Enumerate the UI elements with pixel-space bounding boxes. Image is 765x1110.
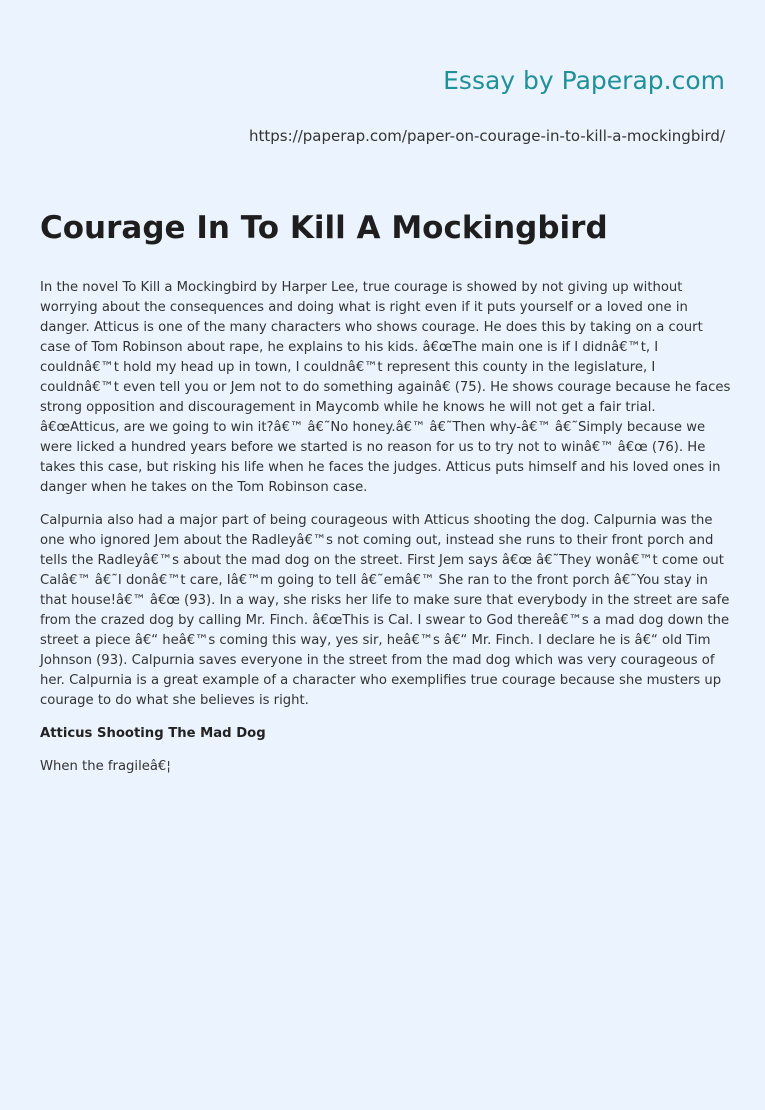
- paragraph-2: Calpurnia also had a major part of being courageous with Atticus shooting the dog. Calpurnia was the one who ignored Jem about the Radleyâ€™s not coming out, instead she runs to their front porch and tells the Radleyâ€™s about the mad dog on the street. First Jem says â€œ â€˜They wonâ€™t come out Calâ€™ â€˜I donâ€™t care, Iâ€™m going to tell â€˜emâ€™ She ran to the front porch â€˜You stay in that house!â€™ â€œ (93). In a way, she risks her life to make sure that everybody in the street are safe from the crazed dog by calling Mr. Finch. â€œThis is Cal. I swear to God thereâ€™s a mad dog down the street a piece â€“ heâ€™s coming this way, yes sir, heâ€™s â€“ Mr. Finch. I declare he is â€“ old Tim Johnson (93). Calpurnia saves everyone in the street from the mad dog which was very courageous of her. Calpurnia is a great example of a character who exemplifies true courage because she musters up courage to do what she believes is right.: [40, 513, 730, 708]
- paragraph-1: In the novel To Kill a Mockingbird by Harper Lee, true courage is showed by not giving up without worrying about the consequences and doing what is right even if it puts yourself or a loved one in danger. Atticus is one of the many characters who shows courage. He does this by taking on a court case of Tom Robinson about rape, he explains to his kids. â€œThe main one is if I didnâ€™t, I couldnâ€™t hold my head up in town, I couldnâ€™t represent this county in the legislature, I couldnâ€™t even tell you or Jem not to do something againâ€ (75). He shows courage because he faces strong opposition and discouragement in Maycomb while he knows he will not get a fair trial. â€œAtticus, are we going to win it?â€™ â€˜No honey.â€™ â€˜Then why-â€™ â€˜Simply because we were licked a hundred years before we started is no reason for us to try not to winâ€™ â€œ (76). He takes this case, but risking his life when he faces the judges. Atticus puts himself and his loved ones in danger when he takes on the Tom Robinson case.: [40, 280, 731, 495]
- source-url[interactable]: https://paperap.com/paper-on-courage-in-to-kill-a-mockingbird/: [248, 127, 725, 145]
- section-subheading: Atticus Shooting The Mad Dog: [40, 726, 266, 741]
- paragraph-teaser: When the fragileâ€¦: [40, 759, 171, 774]
- article-body: [40, 278, 735, 790]
- page-title: Courage In To Kill A Mockingbird: [40, 210, 608, 246]
- site-brand[interactable]: Essay by Paperap.com: [443, 66, 725, 95]
